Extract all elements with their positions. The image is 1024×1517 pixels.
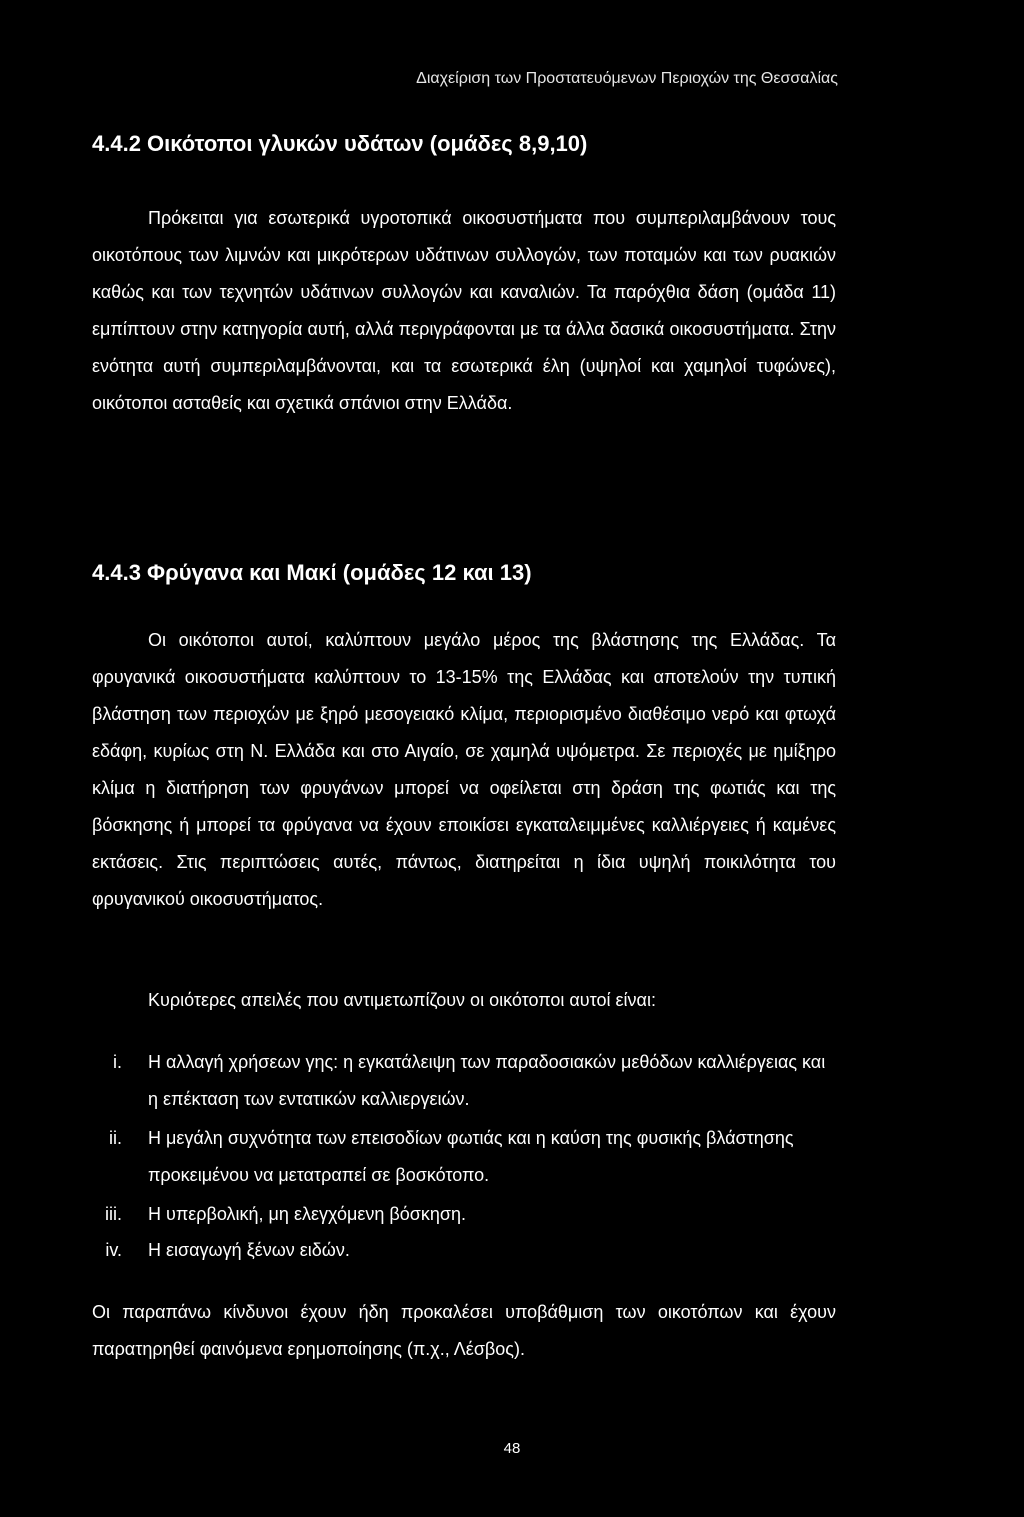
list-item-text: Η μεγάλη συχνότητα των επεισοδίων φωτιάς και η καύση της φυσικής βλάστησης προκειμένου να μετατραπεί σε βοσκότοπο. (148, 1128, 794, 1185)
threat-item-4 (92, 1232, 836, 1269)
threat-item-1 (92, 1044, 836, 1118)
section-title-443: 4.4.3 Φρύγανα και Μακί (ομάδες 12 και 13) (92, 560, 532, 585)
list-item-text: Η υπερβολική, μη ελεγχόμενη βόσκηση. (148, 1204, 466, 1224)
list-item-text: Η αλλαγή χρήσεων γης: η εγκατάλειψη των παραδοσιακών μεθόδων καλλιέργειας και η επέκταση των εντατικών καλλιεργειών. (148, 1052, 826, 1109)
page-number: 48 (503, 1440, 521, 1457)
paragraph-freshwater: Πρόκειται για εσωτερικά υγροτοπικά οικοσυστήματα που συμπεριλαμβάνουν τους οικοτόπους των λιμνών και μικρότερων υδάτινων συλλογών, των ποταμών και των ρυακιών καθώς και των τεχνητών υδάτινων συλλογών και καναλιών. Τα παρόχθια δάση (ομάδα 11) εμπίπτουν στην κατηγορία αυτή, αλλά περιγράφονται με τα άλλα δασικά οικοσυστήματα. Στην ενότητα αυτή συμπεριλαμβάνονται, και τα εσωτερικά έλη (υψηλοί και χαμηλοί τυφώνες), οικότοποι ασταθείς και σχετικά σπάνιοι στην Ελλάδα. (92, 208, 836, 413)
list-marker: iii. (105, 1204, 122, 1224)
list-marker: ii. (109, 1128, 122, 1148)
threats-intro: Κυριότερες απειλές που αντιμετωπίζουν οι οικότοποι αυτοί είναι: (148, 990, 656, 1010)
list-item-text: Η εισαγωγή ξένων ειδών. (148, 1240, 350, 1260)
threat-item-3 (92, 1196, 836, 1233)
threat-item-2 (92, 1120, 836, 1194)
closing-paragraph: Οι παραπάνω κίνδυνοι έχουν ήδη προκαλέσει υποβάθμιση των οικοτόπων και έχουν παρατηρηθεί φαινόμενα ερημοποίησης (π.χ., Λέσβος). (92, 1302, 836, 1359)
list-marker: iv. (105, 1240, 122, 1260)
list-marker: i. (113, 1052, 122, 1072)
running-header: Διαχείριση των Προστατευόμενων Περιοχών της Θεσσαλίας (416, 70, 838, 87)
section-title-442: 4.4.2 Οικότοποι γλυκών υδάτων (ομάδες 8,9,10) (92, 131, 588, 156)
paragraph-phrygana: Οι οικότοποι αυτοί, καλύπτουν μεγάλο μέρος της βλάστησης της Ελλάδας. Τα φρυγανικά οικοσυστήματα καλύπτουν το 13-15% της Ελλάδας και αποτελούν την τυπική βλάστηση των περιοχών με ξηρό μεσογειακό κλίμα, περιορισμένο διαθέσιμο νερό και φτωχά εδάφη, κυρίως στη Ν. Ελλάδα και στο Αιγαίο, σε χαμηλά υψόμετρα. Σε περιοχές με ημίξηρο κλίμα η διατήρηση των φρυγάνων μπορεί να οφείλεται στη δράση της φωτιάς και της βόσκησης ή μπορεί τα φρύγανα να έχουν εποικίσει εγκαταλειμμένες καλλιέργειες ή καμένες εκτάσεις. Στις περιπτώσεις αυτές, πάντως, διατηρείται η ίδια υψηλή ποικιλότητα του φρυγανικού οικοσυστήματος. (92, 630, 836, 909)
